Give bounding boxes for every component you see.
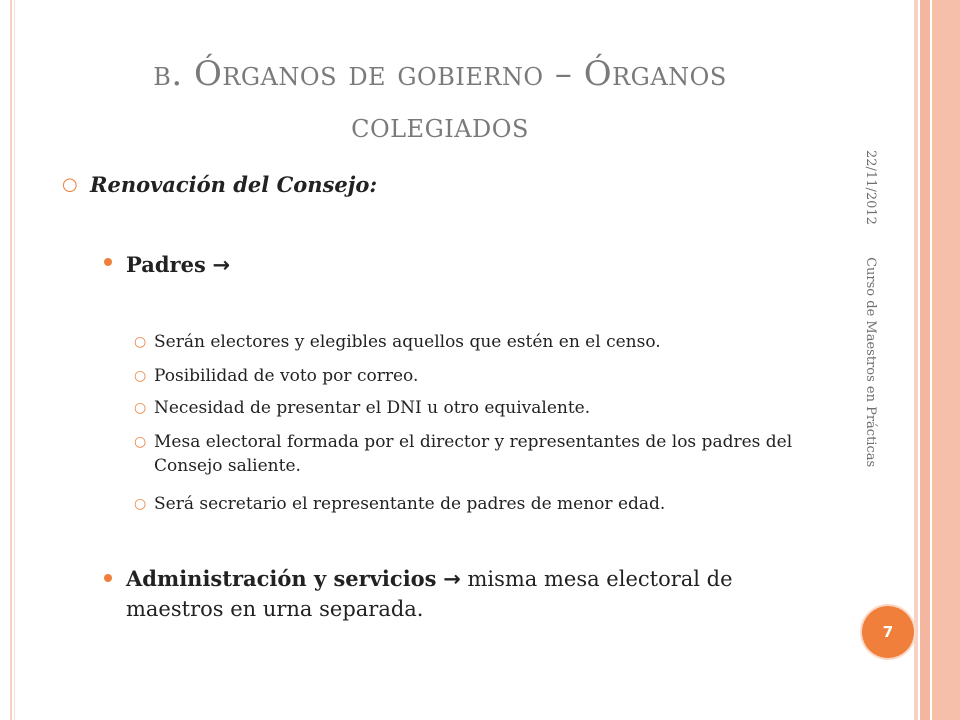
slide-title-line2: colegiados [351, 106, 529, 146]
arrow-right-icon: → [443, 567, 461, 591]
section-heading-text: Renovación del Consejo: [90, 172, 378, 197]
administracion-text: misma mesa electoral de maestros en urna separada. [126, 567, 733, 621]
ring-bullet-icon: ○ [134, 434, 147, 450]
ring-bullet-icon: ○ [134, 496, 147, 512]
left-decor-line [10, 0, 12, 720]
slide-title [40, 48, 840, 152]
page-number: 7 [882, 623, 894, 641]
left-decor-line-thin [14, 0, 15, 720]
ring-bullet-icon: ○ [62, 174, 78, 195]
padres-label: Padres [126, 252, 206, 277]
list-item: ○ Posibilidad de voto por correo. [134, 366, 419, 386]
ring-bullet-icon: ○ [134, 334, 147, 350]
padres-item [104, 252, 230, 277]
list-item: ○ Necesidad de presentar el DNI u otro equivalente. [134, 398, 591, 418]
slide-date: 22/11/2012 [863, 150, 878, 225]
page-number-badge [862, 606, 914, 658]
dot-bullet-icon [104, 258, 112, 266]
slide-title-line1: b. Órganos de gobierno – Órganos [153, 54, 727, 94]
side-footer-vertical [854, 150, 878, 490]
administracion-item [104, 564, 824, 624]
arrow-right-icon: → [212, 253, 231, 277]
dot-bullet-icon [104, 574, 112, 582]
ring-bullet-icon: ○ [134, 400, 147, 416]
list-item: ○ Será secretario el representante de padres de menor edad. [134, 494, 666, 514]
administracion-label: Administración y servicios [126, 566, 437, 591]
list-item: ○ Serán electores y elegibles aquellos que estén en el censo. [134, 332, 661, 352]
right-decor-stripes [914, 0, 960, 720]
section-heading [62, 172, 377, 197]
list-item: ○ Mesa electoral formada por el director y representantes de los padres del Consejo saliente. [134, 432, 793, 476]
course-name: Curso de Maestros en Prácticas [863, 257, 878, 468]
ring-bullet-icon: ○ [134, 368, 147, 384]
